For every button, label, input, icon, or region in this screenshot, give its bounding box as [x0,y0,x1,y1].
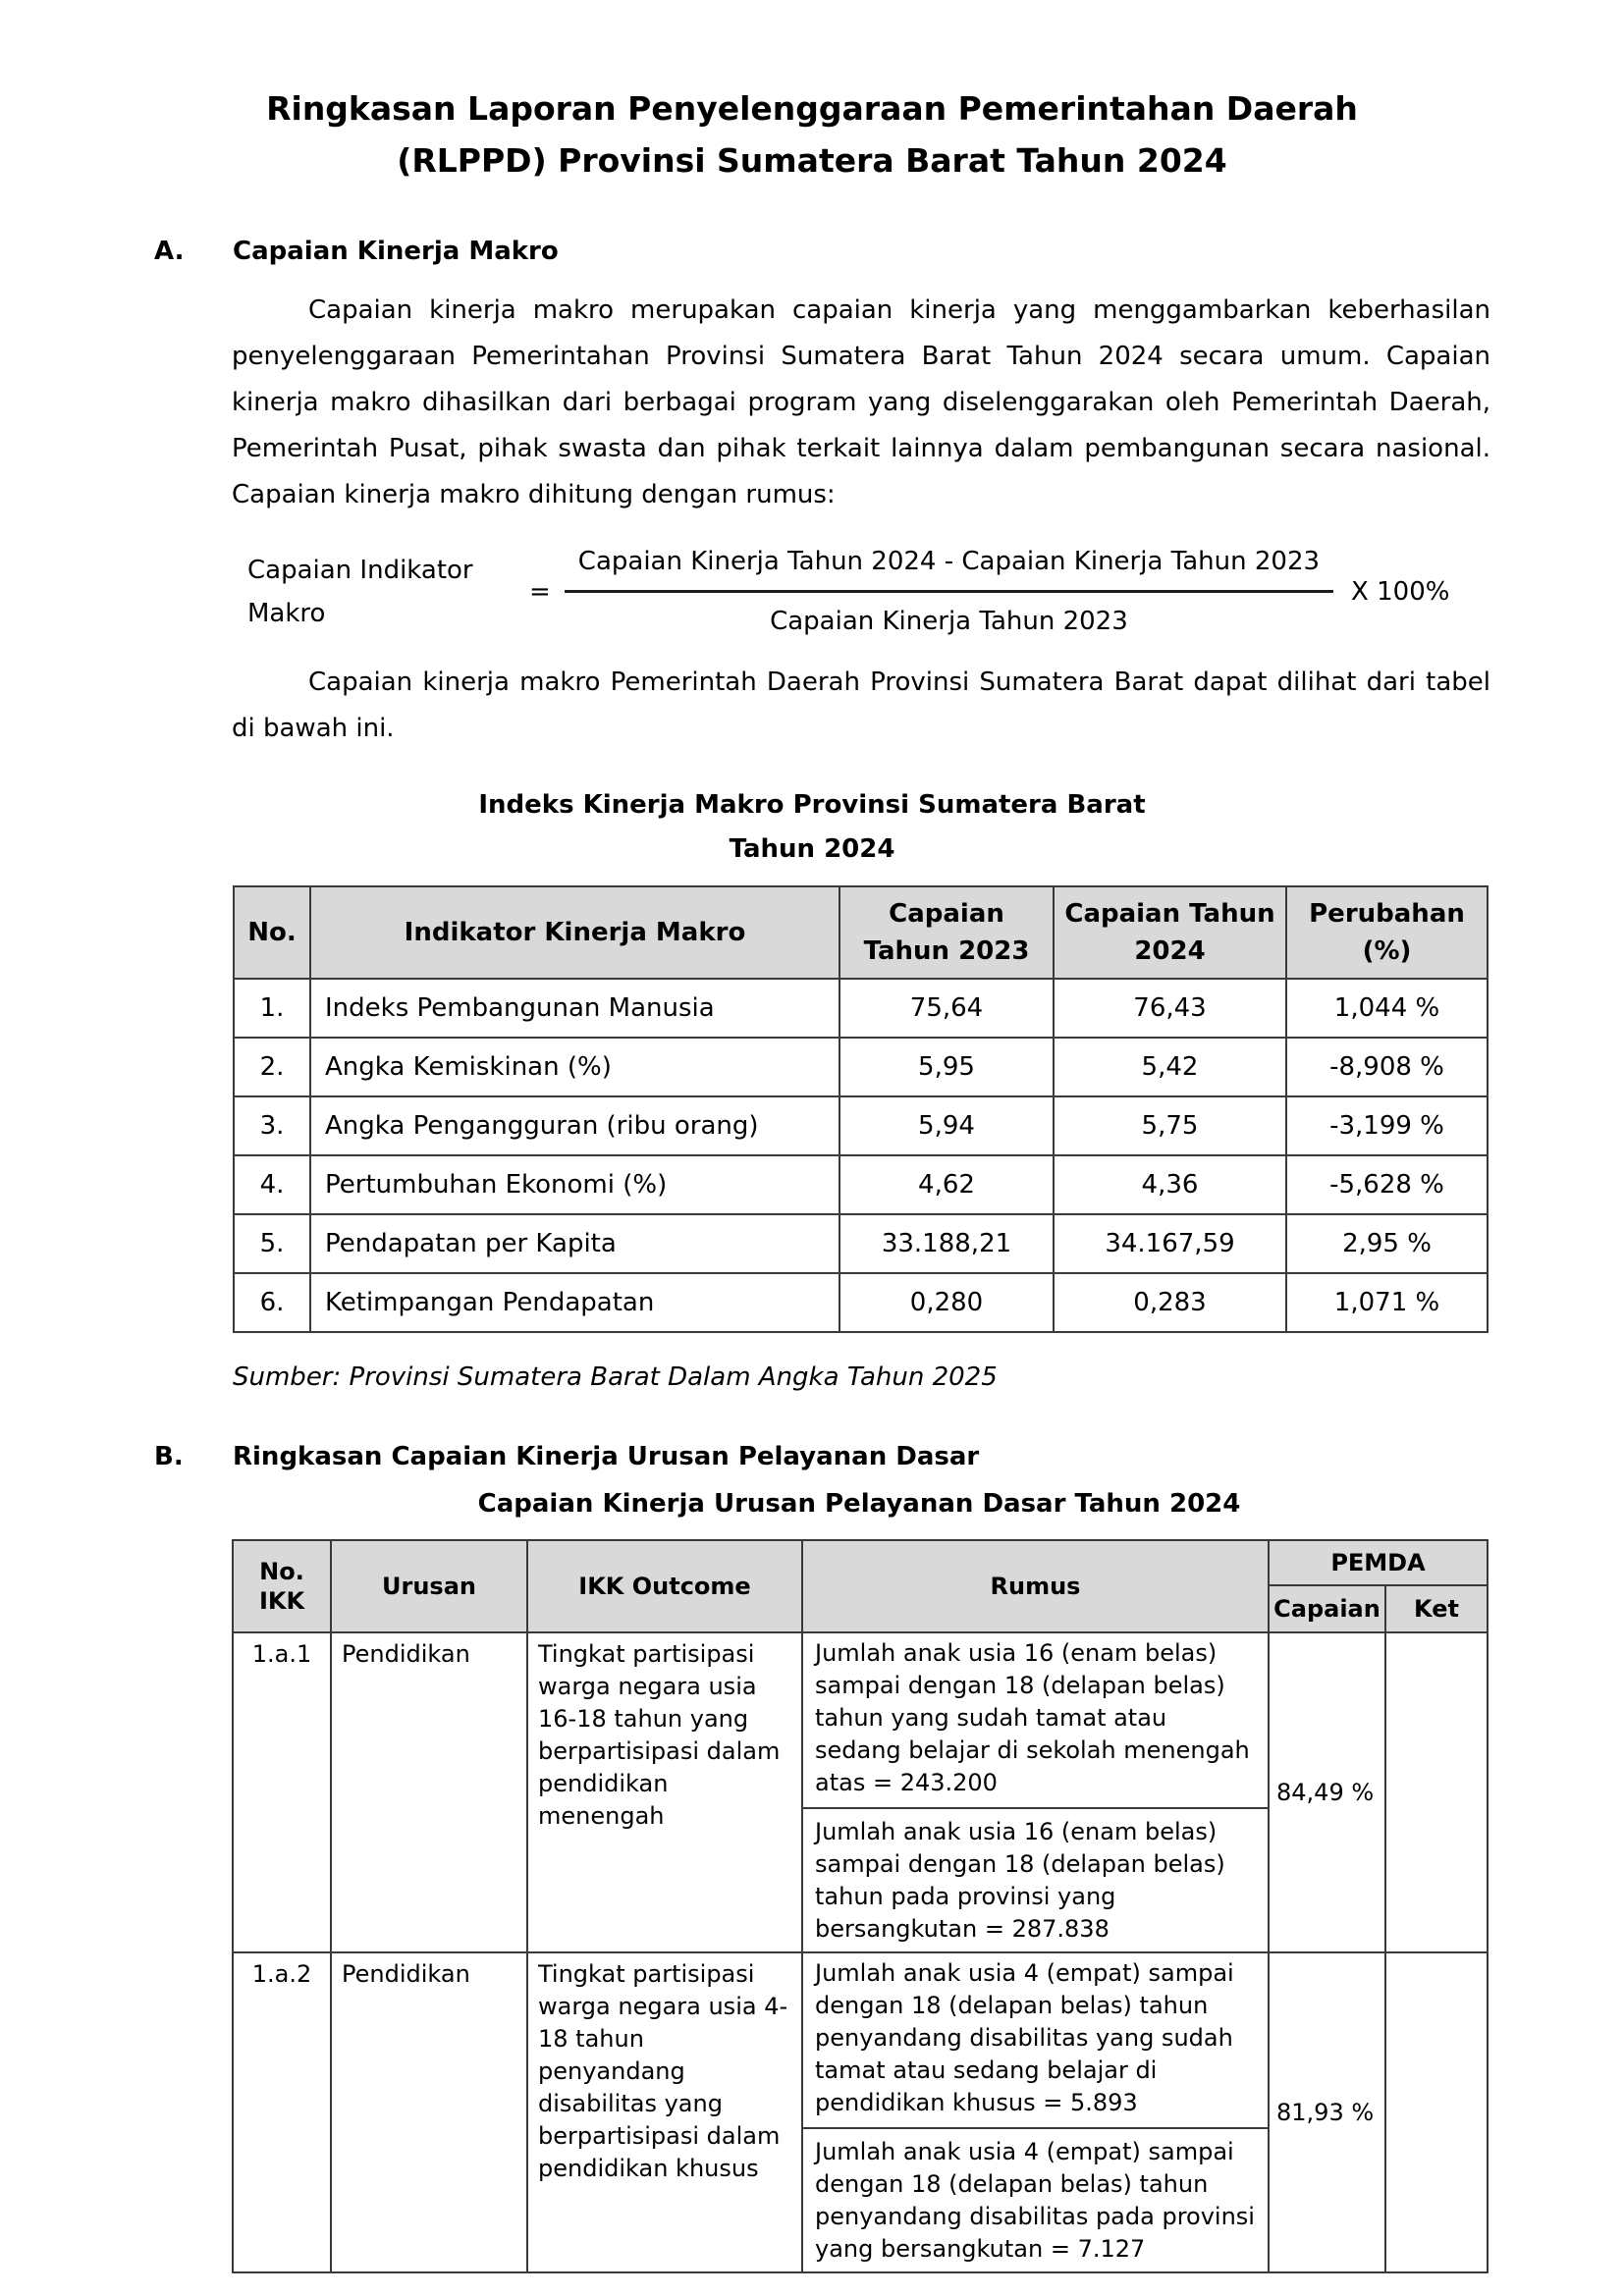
table-row [234,1273,1488,1332]
cell-no: 5. [234,1214,310,1273]
header-no: No. [234,886,310,979]
cell-rumus [802,1632,1269,1952]
header-ket: Ket [1385,1585,1488,1632]
section-a-letter: A. [154,237,185,266]
section-a-paragraph-2: Capaian kinerja makro Pemerintah Daerah Provinsi Sumatera Barat dapat dilihat dari tabel di bawah ini. [232,667,1490,743]
cell-perubahan: -8,908 % [1286,1038,1488,1096]
table-row [234,1214,1488,1273]
header-pemda: PEMDA [1269,1540,1488,1585]
ikk-row [233,1952,1488,2272]
header-indikator: Indikator Kinerja Makro [310,886,839,979]
macro-formula [247,540,1624,643]
header-capaian-2023: Capaian Tahun 2023 [839,886,1054,979]
cell-ket [1385,1632,1488,1952]
cell-no-ikk: 1.a.2 [233,1952,331,2272]
header-capaian-2024: Capaian Tahun 2024 [1054,886,1286,979]
rumus-denominator: Jumlah anak usia 16 (enam belas) sampai dengan 18 (delapan belas) tahun pada provinsi yang bersangkutan = 287.838 [815,1818,1225,1943]
rumus-numerator: Jumlah anak usia 4 (empat) sampai dengan 18 (delapan belas) tahun penyandang disabilitas yang sudah tamat atau sedang belajar di pendidikan khusus = 5.893 [803,1953,1268,2129]
cell-urusan: Pendidikan [331,1632,527,1952]
macro-table-title-line1: Indeks Kinerja Makro Provinsi Sumatera Barat [478,790,1146,820]
cell-perubahan: 2,95 % [1286,1214,1488,1273]
cell-no: 1. [234,979,310,1038]
cell-indikator: Angka Kemiskinan (%) [310,1038,839,1096]
cell-capaian-2023: 33.188,21 [839,1214,1054,1273]
section-b-heading-text: Ringkasan Capaian Kinerja Urusan Pelayanan Dasar [233,1442,980,1471]
formula-label: Capaian Indikator Makro [247,555,473,628]
cell-ikk-outcome: Tingkat partisipasi warga negara usia 4-18 tahun penyandang disabilitas yang berpartisipasi dalam pendidikan khusus [527,1952,802,2272]
cell-capaian-2023: 75,64 [839,979,1054,1038]
page-title [0,0,1624,187]
cell-no-ikk: 1.a.1 [233,1632,331,1952]
macro-table-title-line2: Tahun 2024 [729,834,895,864]
section-a-heading [154,232,1490,271]
service-table-title: Capaian Kinerja Urusan Pelayanan Dasar Tahun 2024 [477,1489,1241,1519]
page-title-line1: Ringkasan Laporan Penyelenggaraan Pemerintahan Daerah [266,89,1358,128]
formula-multiplier: X 100% [1351,576,1450,607]
cell-indikator: Pertumbuhan Ekonomi (%) [310,1155,839,1214]
rumus-denominator: Jumlah anak usia 4 (empat) sampai dengan 18 (delapan belas) tahun penyandang disabilitas pada provinsi yang bersangkutan = 7.127 [815,2138,1255,2263]
cell-capaian-2024: 0,283 [1054,1273,1286,1332]
cell-capaian-2024: 5,42 [1054,1038,1286,1096]
cell-indikator: Angka Pengangguran (ribu orang) [310,1096,839,1155]
formula-denominator: Capaian Kinerja Tahun 2023 [770,607,1128,636]
cell-no: 4. [234,1155,310,1214]
cell-rumus [802,1952,1269,2272]
cell-capaian-2023: 5,94 [839,1096,1054,1155]
cell-no: 6. [234,1273,310,1332]
cell-urusan: Pendidikan [331,1952,527,2272]
table-row [234,1038,1488,1096]
cell-no: 2. [234,1038,310,1096]
table-row [234,1155,1488,1214]
section-a-heading-text: Capaian Kinerja Makro [233,237,559,266]
header-rumus: Rumus [802,1540,1269,1632]
ikk-row [233,1632,1488,1952]
section-b-heading [154,1437,1490,1476]
header-no-ikk: No. IKK [233,1540,331,1632]
section-a-paragraph-1: Capaian kinerja makro merupakan capaian kinerja yang menggambarkan keberhasilan penyelenggaraan Pemerintahan Provinsi Sumatera Barat Tahun 2024 secara umum. Capaian kinerja makro dihasilkan dari berbagai program yang diselenggarakan oleh Pemerintah Daerah, Pemerintah Pusat, pihak swasta dan pihak terkait lainnya dalam pembangunan secara nasional. Capaian kinerja makro dihitung dengan rumus: [232,295,1490,509]
cell-capaian: 84,49 % [1269,1632,1385,1952]
cell-perubahan: 1,071 % [1286,1273,1488,1332]
cell-capaian-2023: 0,280 [839,1273,1054,1332]
rumus-numerator: Jumlah anak usia 16 (enam belas) sampai dengan 18 (delapan belas) tahun yang sudah tamat atau sedang belajar di sekolah menengah atas = 243.200 [803,1633,1268,1809]
cell-no: 3. [234,1096,310,1155]
formula-equals-sign: = [529,576,551,607]
macro-table-title [0,783,1624,872]
macro-indicator-table [233,885,1489,1333]
macro-table-header-row [234,886,1488,979]
cell-capaian: 81,93 % [1269,1952,1385,2272]
formula-fraction [565,540,1333,643]
cell-perubahan: 1,044 % [1286,979,1488,1038]
header-capaian: Capaian [1269,1585,1385,1632]
cell-ket [1385,1952,1488,2272]
cell-ikk-outcome: Tingkat partisipasi warga negara usia 16-18 tahun yang berpartisipasi dalam pendidikan menengah [527,1632,802,1952]
section-b-letter: B. [154,1442,184,1471]
table-row [234,1096,1488,1155]
cell-indikator: Pendapatan per Kapita [310,1214,839,1273]
cell-capaian-2024: 5,75 [1054,1096,1286,1155]
header-urusan: Urusan [331,1540,527,1632]
table-row [234,979,1488,1038]
cell-capaian-2024: 76,43 [1054,979,1286,1038]
source-note: Sumber: Provinsi Sumatera Barat Dalam Angka Tahun 2025 [233,1362,998,1392]
cell-capaian-2024: 4,36 [1054,1155,1286,1214]
service-table-header-row-1 [233,1540,1488,1585]
page-title-line2: (RLPPD) Provinsi Sumatera Barat Tahun 2024 [397,141,1227,180]
service-performance-table [232,1539,1489,2273]
cell-perubahan: -5,628 % [1286,1155,1488,1214]
cell-capaian-2023: 4,62 [839,1155,1054,1214]
cell-indikator: Ketimpangan Pendapatan [310,1273,839,1332]
formula-numerator: Capaian Kinerja Tahun 2024 - Capaian Kinerja Tahun 2023 [565,540,1333,593]
header-ikk-outcome: IKK Outcome [527,1540,802,1632]
cell-capaian-2023: 5,95 [839,1038,1054,1096]
cell-capaian-2024: 34.167,59 [1054,1214,1286,1273]
header-perubahan: Perubahan (%) [1286,886,1488,979]
cell-perubahan: -3,199 % [1286,1096,1488,1155]
cell-indikator: Indeks Pembangunan Manusia [310,979,839,1038]
